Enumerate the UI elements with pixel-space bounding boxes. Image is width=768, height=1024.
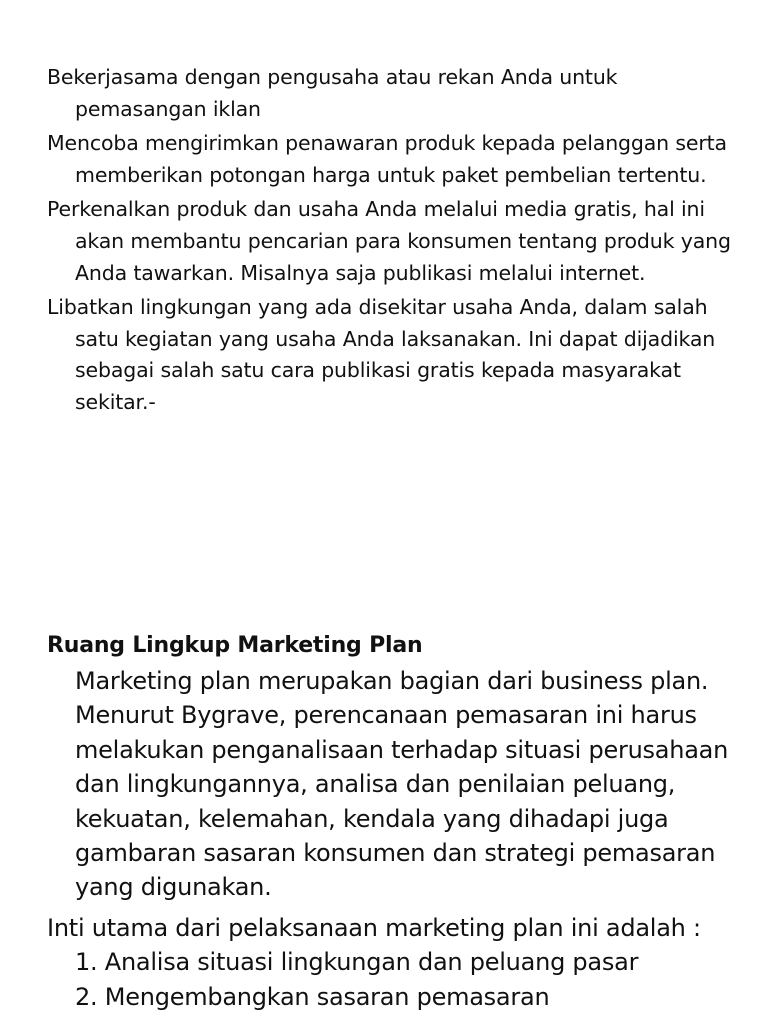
- paragraph-advertising-partnership: Bekerjasama dengan pengusaha atau rekan Anda untuk pemasangan iklan: [47, 65, 618, 121]
- list-item: 1. Analisa situasi lingkungan dan peluang pasar: [75, 948, 639, 977]
- list-item: 2. Mengembangkan sasaran pemasaran: [75, 982, 550, 1011]
- marketing-plan-section: [47, 629, 747, 1014]
- section-body: Marketing plan merupakan bagian dari business plan. Menurut Bygrave, perencanaan pemasaran ini harus melakukan penganalisaan terhadap situasi perusahaan dan lingkungannya, analisa dan penilaian peluang, kekuatan, kelemahan, kendala yang dihadapi juga gambaran sasaran konsumen dan strategi pemasaran yang digunakan.: [75, 667, 729, 902]
- section-intro: Inti utama dari pelaksanaan marketing plan ini adalah :: [47, 913, 701, 942]
- section-heading: Ruang Lingkup Marketing Plan: [47, 633, 423, 658]
- paragraph-community-involvement: Libatkan lingkungan yang ada disekitar usaha Anda, dalam salah satu kegiatan yang usaha Anda laksanakan. Ini dapat dijadikan sebagai salah satu cara publikasi gratis kepada masyarakat sekitar.-: [47, 295, 716, 414]
- paragraph-free-media: Perkenalkan produk dan usaha Anda melalui media gratis, hal ini akan membantu pencarian para konsumen tentang produk yang Anda tawarkan. Misalnya saja publikasi melalui internet.: [47, 197, 731, 285]
- tips-list: [47, 62, 737, 422]
- paragraph-product-offer: Mencoba mengirimkan penawaran produk kepada pelanggan serta memberikan potongan harga untuk paket pembelian tertentu.: [47, 131, 727, 187]
- numbered-list: [47, 945, 747, 1014]
